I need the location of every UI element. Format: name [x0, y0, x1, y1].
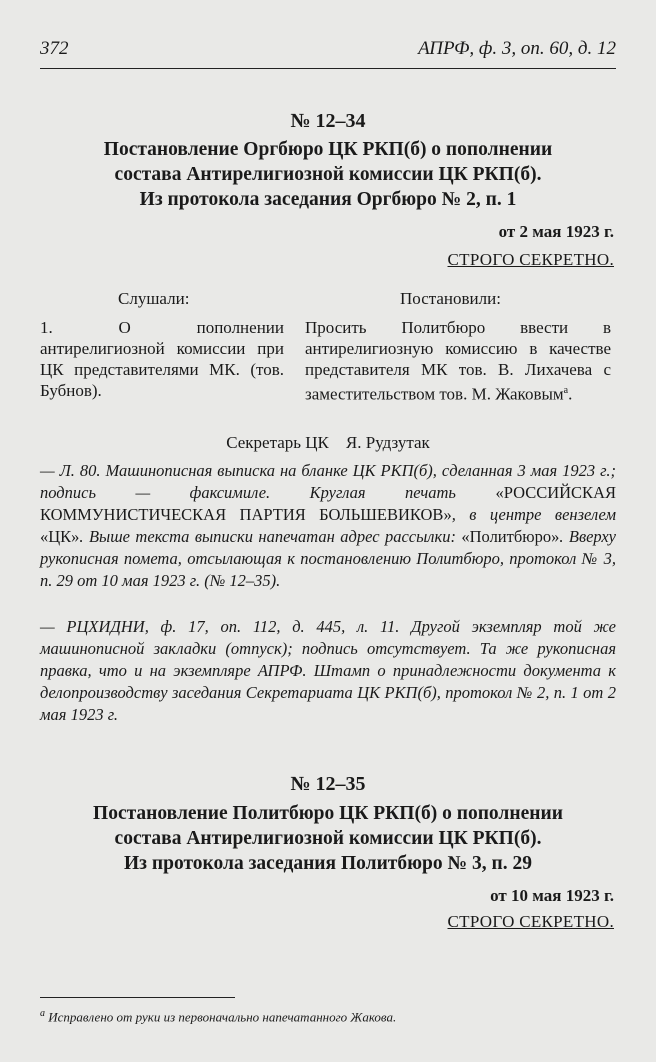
doc2-title	[40, 801, 616, 876]
archival-note-1	[40, 460, 616, 592]
resolved-text: Просить Политбюро ввести в антирелигиозную комиссию в качестве представителя МК тов. В. Лихачева с заместительством тов. М. Жаковым$^а$.	[305, 318, 611, 404]
footnote-rule	[40, 997, 235, 998]
resolved-label: Постановили:	[400, 289, 501, 308]
archive-reference: АПРФ, ф. 3, оп. 60, д. 12	[418, 38, 616, 59]
heard-label: Слушали:	[118, 289, 190, 308]
doc2-date: от 10 мая 1923 г.	[490, 886, 614, 905]
signature: Секретарь ЦК Я. Рудзутак	[226, 433, 430, 452]
doc2-title-line: состава Антирелигиозной комиссии ЦК РКП(б).	[114, 828, 542, 849]
note-quote: «ЦК»	[40, 527, 80, 546]
running-header	[40, 38, 616, 60]
doc2-title-line: Постановление Политбюро ЦК РКП(б) о пополнении	[93, 803, 563, 824]
page-number: 372	[40, 38, 69, 59]
archival-note-2: — РЦХИДНИ, ф. 17, оп. 112, д. 445, л. 11. Другой экземпляр той же машинописной закладки (отпуск); подпись отсутствует. Та же рукописная правка, что и на экземпляре АПРФ. Штамп о принадлежности документа к делопроизводству заседания Секретариата ЦК РКП(б), протокол № 2, п. 1 от 2 мая 1923 г.	[40, 617, 616, 724]
heard-text: 1. О пополнении антирелигиозной комиссии при ЦК представителями МК. (тов. Бубнов).	[40, 318, 284, 400]
header-rule	[40, 68, 616, 69]
doc1-title-line: Постановление Оргбюро ЦК РКП(б) о пополнении	[103, 139, 553, 160]
doc2-title-line: Из протокола заседания Политбюро № 3, п. 29	[124, 853, 532, 874]
doc1-title-line: Из протокола заседания Оргбюро № 2, п. 1	[139, 189, 517, 210]
doc1-classification: СТРОГО СЕКРЕТНО.	[447, 250, 614, 269]
note-text: , в центре вензелем	[451, 505, 616, 524]
footnote	[40, 1008, 616, 1025]
footnote-text: Исправлено от руки из первоначально напечатанного Жакова.	[45, 1009, 397, 1025]
note-quote: «РОССИЙСКАЯ КОММУНИСТИЧЕСКАЯ ПАРТИЯ БОЛЬШЕВИКОВ»	[40, 483, 616, 524]
doc2-classification: СТРОГО СЕКРЕТНО.	[447, 912, 614, 931]
note-text: . Вверху рукописная помета, отсылающая к постановлению Политбюро, протокол № 3, п. 29 от 10 мая 1923 г. (№ 12–35).	[40, 527, 617, 590]
note-text: — Л. 80. Машинописная выписка на бланке ЦК РКП(б), сделанная 3 мая 1923 г.; подпись — факсимиле. Круглая печать	[40, 461, 616, 502]
doc1-title-line: состава Антирелигиозной комиссии ЦК РКП(б).	[114, 164, 542, 185]
doc1-date: от 2 мая 1923 г.	[498, 222, 614, 241]
doc1-title	[40, 137, 616, 212]
resolved-body: Просить Политбюро ввести в антирелигиозную комиссию в качестве представителя МК тов. В. Лихачева с заместительством тов. М. Жаковым	[305, 318, 611, 404]
note-quote: «Политбюро»	[461, 527, 560, 546]
doc2-number: № 12–35	[290, 773, 366, 795]
doc1-number: № 12–34	[290, 110, 366, 132]
note-text: . Выше текста выписки напечатан адрес рассылки:	[79, 527, 462, 546]
footnote-mark: а	[40, 1008, 45, 1019]
footnote-mark: а	[563, 385, 569, 396]
